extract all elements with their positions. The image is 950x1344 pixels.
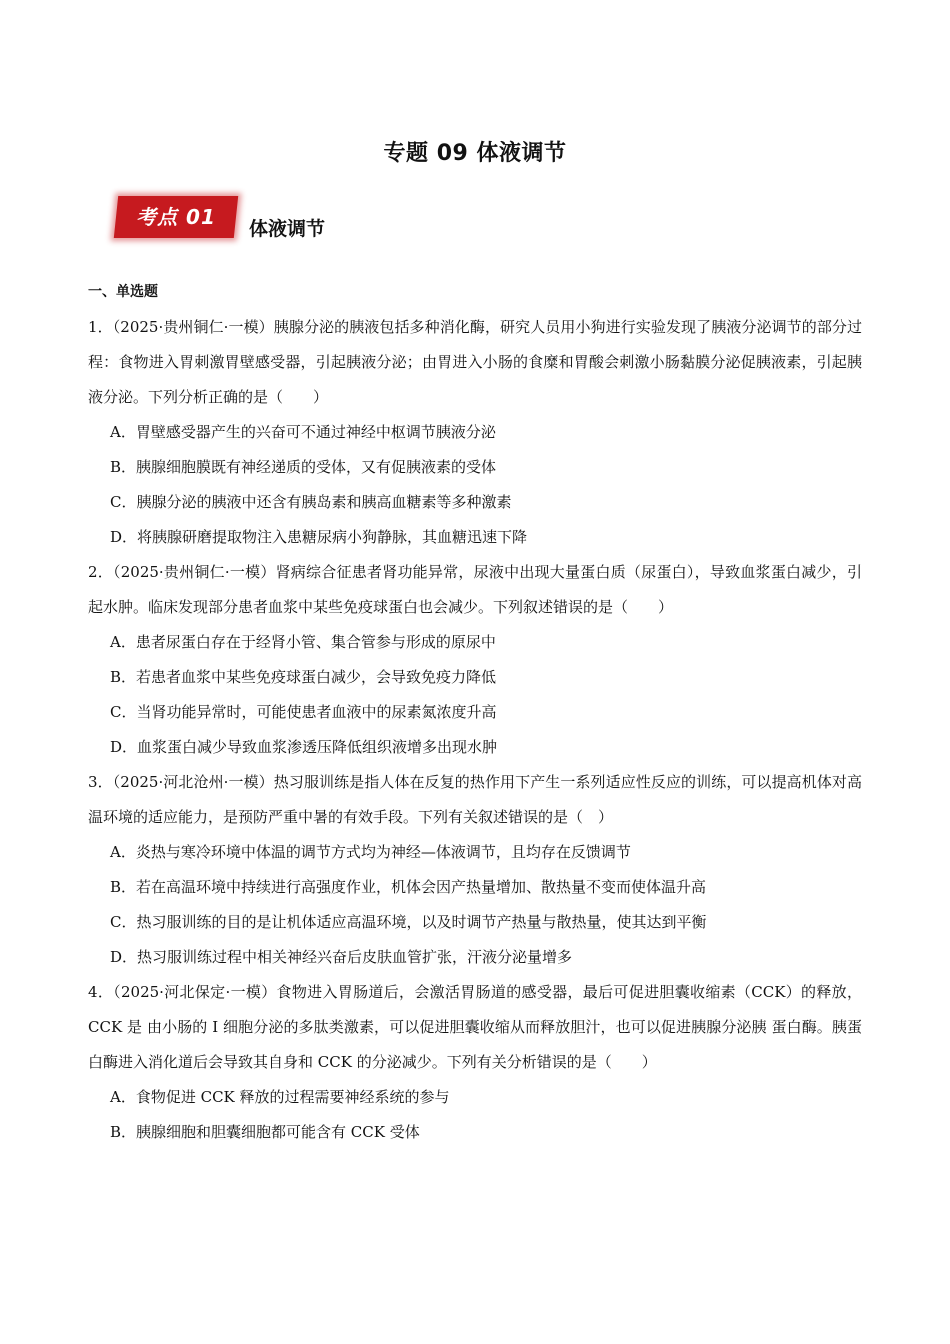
option-list (88, 835, 862, 975)
option-a: A．胃壁感受器产生的兴奋可不通过神经中枢调节胰液分泌 (110, 423, 496, 441)
option-a: A．炎热与寒冷环境中体温的调节方式均为神经—体液调节，且均存在反馈调节 (110, 843, 631, 861)
question-3 (88, 765, 862, 975)
topic-badge (114, 196, 238, 238)
option-list (88, 415, 862, 555)
option-a: A．患者尿蛋白存在于经肾小管、集合管参与形成的原尿中 (110, 633, 496, 651)
option-c: C．胰腺分泌的胰液中还含有胰岛素和胰高血糖素等多种激素 (110, 493, 512, 511)
section-title: 体液调节 (249, 218, 326, 240)
question-stem: 1．（2025·贵州铜仁·一模）胰腺分泌的胰液包括多种消化酶，研究人员用小狗进行实验发现了胰液分泌调节的部分过程：食物进入胃刺激胃壁感受器，引起胰液分泌；由胃进入小肠的食糜和胃酸会刺激小肠黏膜分泌促胰液素，引起胰液分泌。下列分析正确的是（ ） (88, 318, 862, 406)
question-stem: 4．（2025·河北保定·一模）食物进入胃肠道后，会激活胃肠道的感受器，最后可促进胆囊收缩素（CCK）的释放，CCK 是 由小肠的 I 细胞分泌的多肽类激素，可以促进胆囊收缩从而释放胆汁，也可以促进胰腺分泌胰 蛋白酶。胰蛋白酶进入消化道后会导致其自身和 CCK 的分泌减少。下列有关分析错误的是（ ） (88, 983, 862, 1071)
question-4 (88, 975, 862, 1150)
badge-text: 考点 01 (136, 205, 216, 229)
group-heading: 一、单选题 (88, 284, 158, 300)
option-list (88, 625, 862, 765)
question-stem: 3．（2025·河北沧州·一模）热习服训练是指人体在反复的热作用下产生一系列适应性反应的训练，可以提高机体对高温环境的适应能力，是预防严重中暑的有效手段。下列有关叙述错误的是（ ） (88, 773, 862, 826)
question-list (88, 310, 862, 1150)
option-b: B．若患者血浆中某些免疫球蛋白减少，会导致免疫力降低 (110, 668, 497, 686)
option-list (88, 1080, 862, 1150)
option-c: C．当肾功能异常时，可能使患者血液中的尿素氮浓度升高 (110, 703, 497, 721)
option-d: D．血浆蛋白减少导致血浆渗透压降低组织液增多出现水肿 (110, 738, 498, 756)
question-stem: 2．（2025·贵州铜仁·一模）肾病综合征患者肾功能异常，尿液中出现大量蛋白质（尿蛋白），导致血浆蛋白减少，引起水肿。临床发现部分患者血浆中某些免疫球蛋白也会减少。下列叙述错误的是（ ） (88, 563, 862, 616)
option-d: D．热习服训练过程中相关神经兴奋后皮肤血管扩张，汗液分泌量增多 (110, 948, 573, 966)
option-b: B．若在高温环境中持续进行高强度作业，机体会因产热量增加、散热量不变而使体温升高 (110, 878, 707, 896)
page-title: 专题 09 体液调节 (383, 141, 567, 166)
question-1 (88, 310, 862, 555)
option-c: C．热习服训练的目的是让机体适应高温环境，以及时调节产热量与散热量，使其达到平衡 (110, 913, 707, 931)
question-2 (88, 555, 862, 765)
option-b: B．胰腺细胞膜既有神经递质的受体，又有促胰液素的受体 (110, 458, 497, 476)
option-a: A．食物促进 CCK 释放的过程需要神经系统的参与 (110, 1088, 450, 1106)
option-b: B．胰腺细胞和胆囊细胞都可能含有 CCK 受体 (110, 1123, 420, 1141)
option-d: D．将胰腺研磨提取物注入患糖尿病小狗静脉，其血糖迅速下降 (110, 528, 528, 546)
